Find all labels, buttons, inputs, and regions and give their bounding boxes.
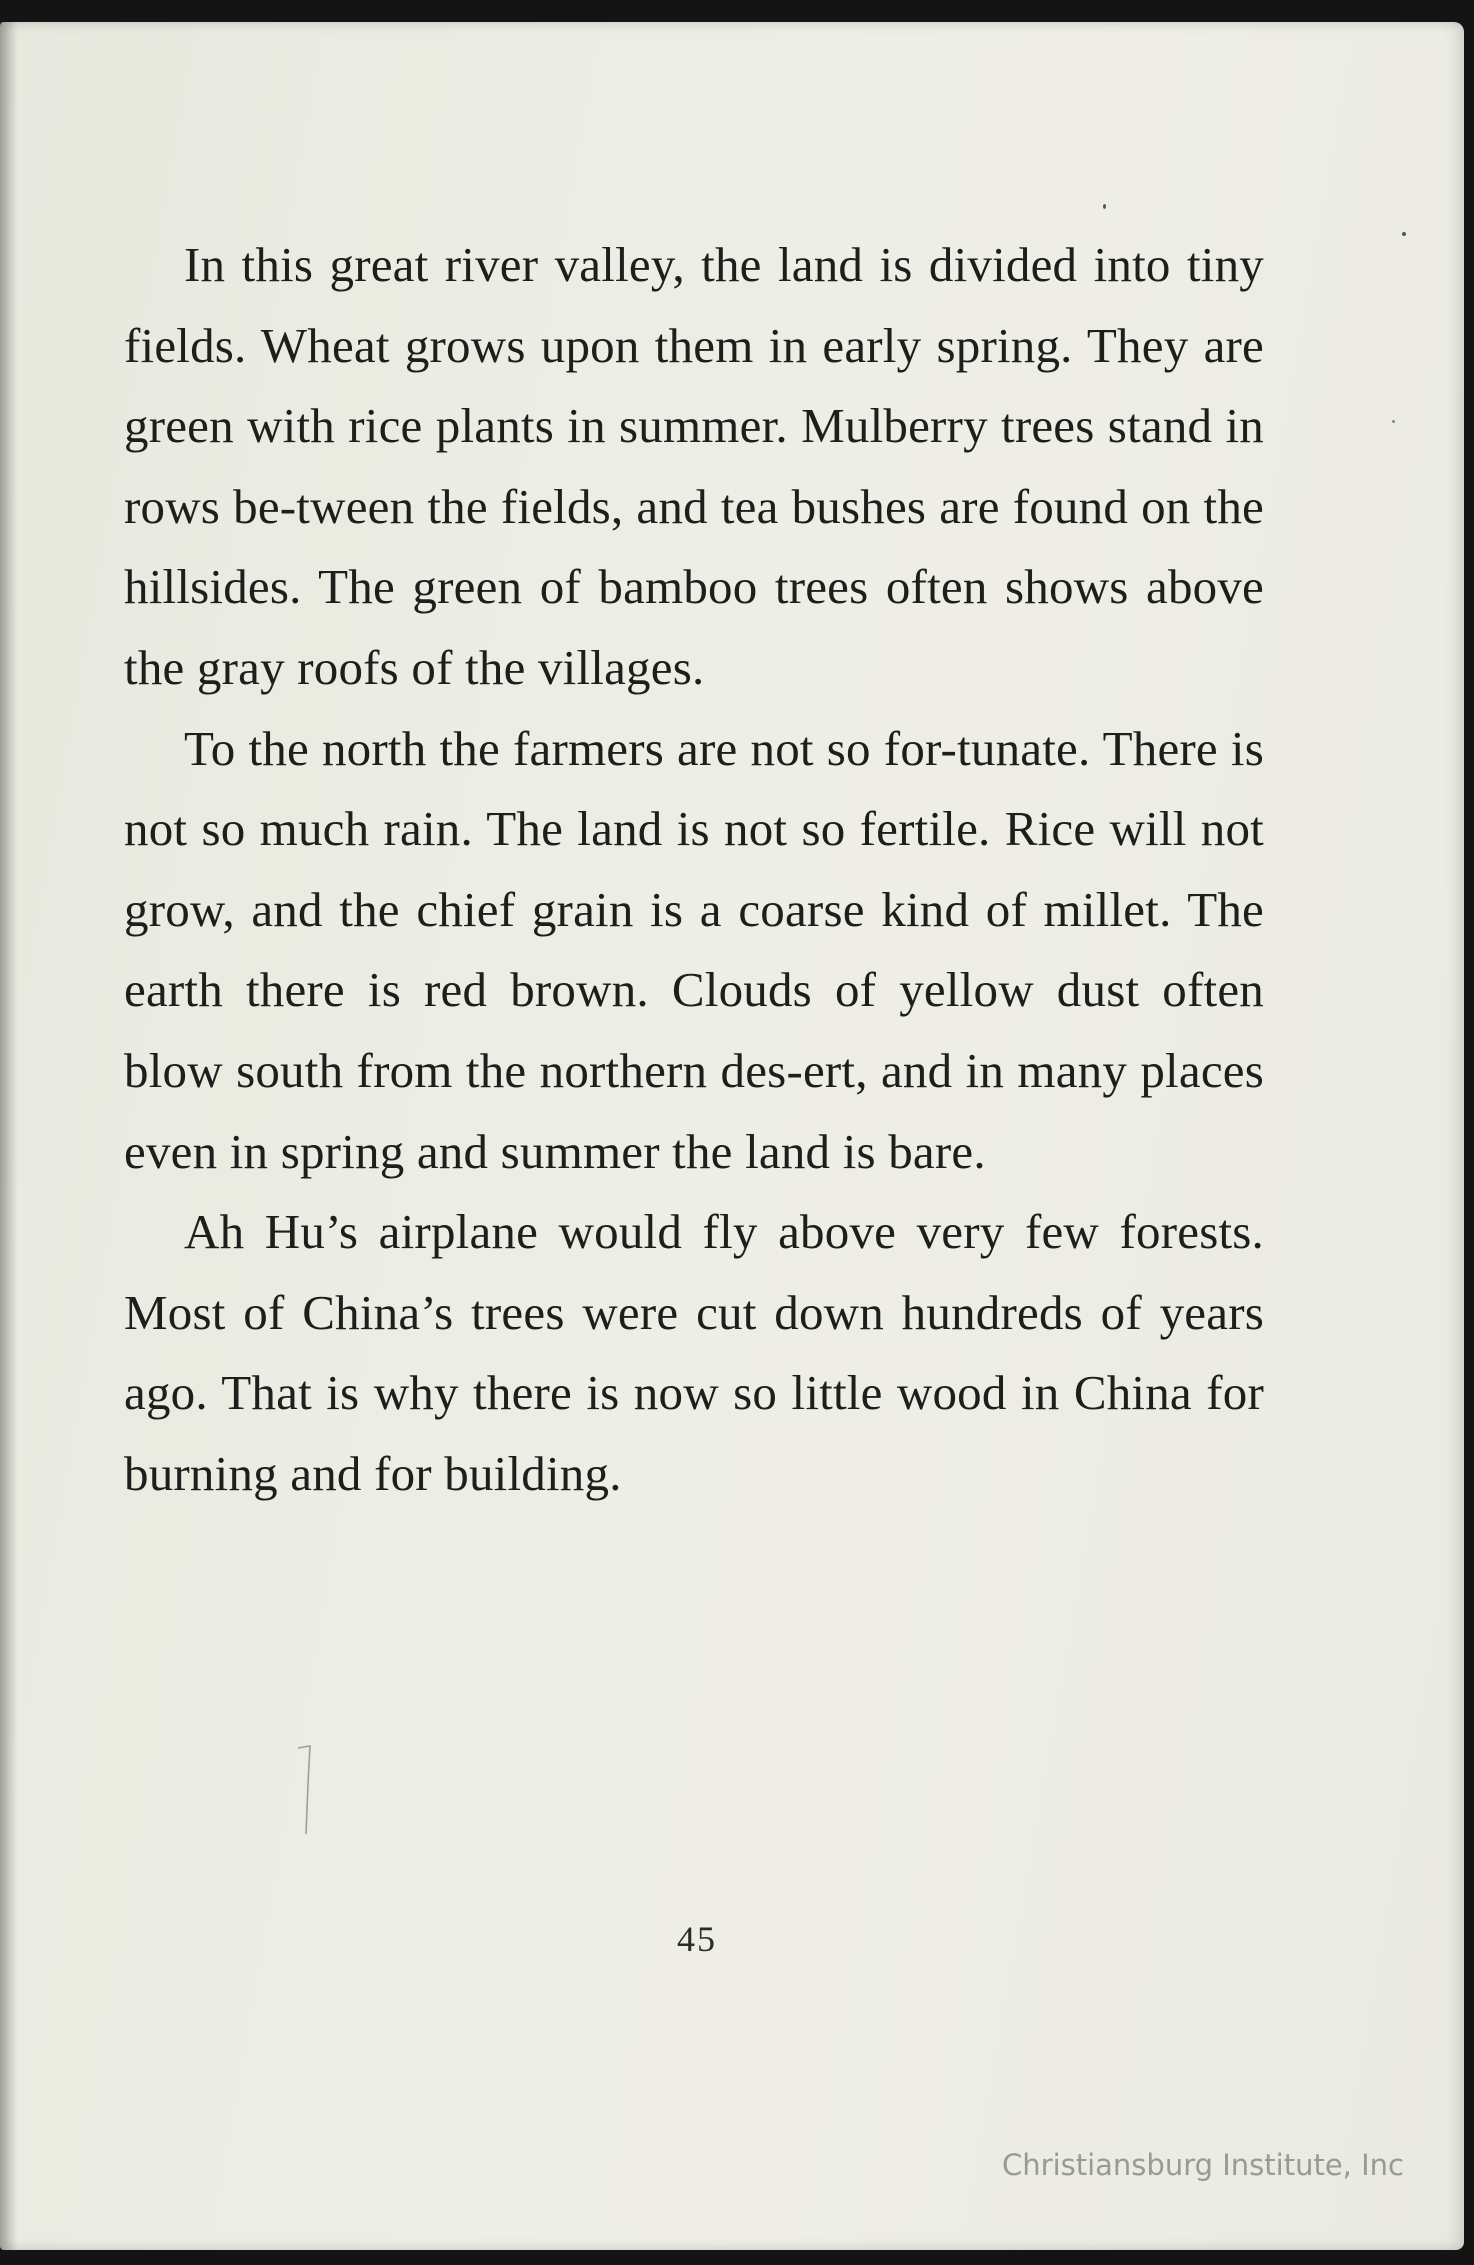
page-spine-shadow (0, 22, 18, 2250)
watermark-text: Christiansburg Institute, Inc (1002, 2148, 1404, 2182)
paragraph-river-valley: In this great river valley, the land is divided into tiny fields. Wheat grows upon them in early spring. They are green with rice plants in summer. Mulberry trees stand in rows be-tween the fields, and tea bushes are found on the hillsides. The green of bamboo trees often shows above the gray roofs of the villages. (124, 237, 1264, 695)
paragraph-north-farmers: To the north the farmers are not so for-tunate. There is not so much rain. The land is not so fertile. Rice will not grow, and the chief grain is a coarse kind of millet. The earth there is red brown. Clouds of yellow dust often blow south from the northern des-ert, and in many places even in spring and summer the land is bare. (124, 720, 1264, 1179)
ink-speck (1402, 232, 1406, 236)
body-text (124, 225, 1264, 1515)
ink-speck (1392, 420, 1395, 423)
paragraph-forests: Ah Hu’s airplane would fly above very few forests. Most of China’s trees were cut down hundreds of years ago. That is why there is now so little wood in China for burning and for building. (124, 1204, 1264, 1501)
ink-speck (1103, 204, 1106, 209)
pencil-mark-icon (296, 1744, 316, 1836)
page-number: 45 (677, 1919, 717, 1959)
